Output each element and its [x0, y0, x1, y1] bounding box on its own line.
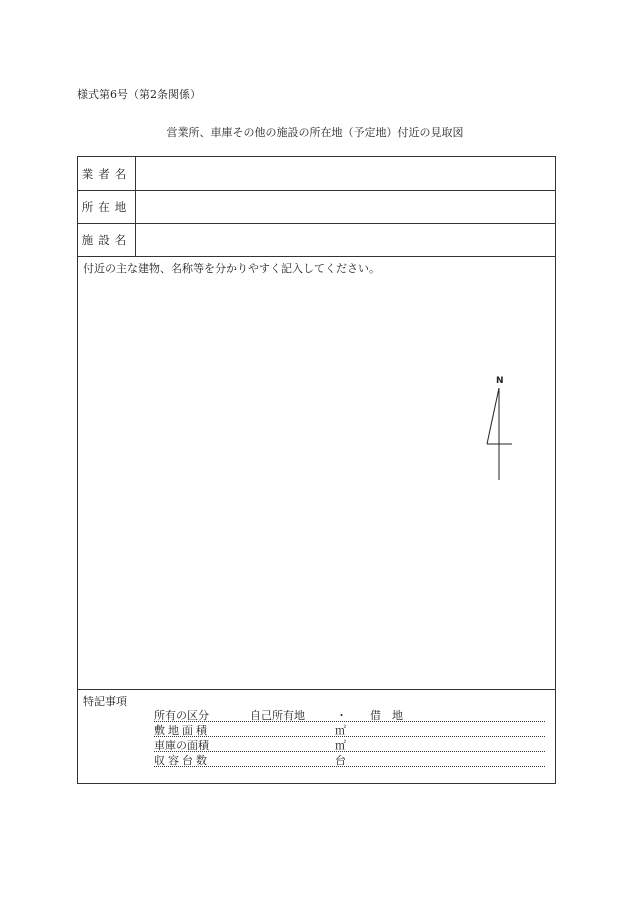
north-label: N: [496, 376, 504, 386]
map-drawing-area[interactable]: [78, 256, 555, 690]
business-name-label: 業者名: [78, 157, 136, 190]
special-notes-title: 特記事項: [83, 695, 127, 708]
capacity-line[interactable]: [154, 752, 545, 767]
location-field[interactable]: [136, 190, 555, 223]
ownership-option-own[interactable]: 自己所有地: [250, 709, 305, 722]
form-number: 様式第6号（第2条関係）: [77, 88, 201, 101]
site-area-line[interactable]: [154, 722, 545, 737]
document-title: 営業所、車庫その他の施設の所在地（予定地）付近の見取図: [166, 126, 464, 139]
site-area-unit: ㎡: [335, 724, 346, 737]
form-table: [77, 156, 556, 784]
facility-name-row: [78, 223, 555, 257]
business-name-field[interactable]: [136, 157, 555, 190]
special-notes-section: [78, 690, 555, 783]
capacity-unit: 台: [335, 754, 346, 767]
garage-area-line[interactable]: [154, 737, 545, 752]
ownership-line[interactable]: [154, 707, 545, 722]
north-arrow-graphic: [482, 388, 512, 480]
capacity-label: 収容台数: [154, 754, 210, 767]
north-arrow-icon: [482, 376, 512, 481]
ownership-label: 所有の区分: [154, 709, 209, 722]
location-row: [78, 190, 555, 224]
garage-area-label: 車庫の面積: [154, 739, 209, 752]
location-label: 所在地: [78, 190, 136, 223]
facility-name-field[interactable]: [136, 223, 555, 256]
site-area-label: 敷地面積: [154, 724, 210, 737]
ownership-option-leased[interactable]: 借 地: [370, 709, 403, 722]
business-name-row: [78, 157, 555, 191]
map-instruction: 付近の主な建物、名称等を分かりやすく記入してください。: [83, 262, 380, 275]
ownership-separator: ・: [336, 709, 347, 722]
garage-area-unit: ㎡: [335, 739, 346, 752]
facility-name-label: 施設名: [78, 223, 136, 256]
